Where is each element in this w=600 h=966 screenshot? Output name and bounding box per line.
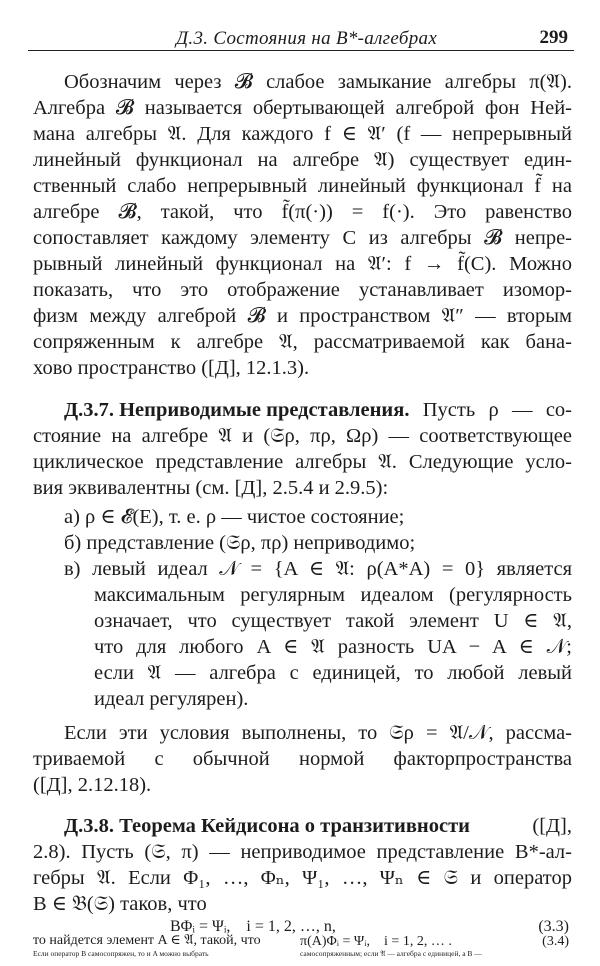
condition-c-line-2: максимальным регулярным идеалом (регулярность <box>94 584 572 606</box>
equation-3-3: BΦᵢ = Ψᵢ, i = 1, 2, …, n, <box>170 918 336 935</box>
sec38-line-2: 2.8). Пусть (𝔖, π) — неприводимое представление B*-ал- <box>33 841 572 863</box>
last-line-2: самосопряженным; если 𝔄 — алгебра с единицей, а B — <box>300 949 482 958</box>
running-title: Д.3. Состояния на B*-алгебрах <box>176 28 438 49</box>
sec37-line-3: циклическое представление алгебры 𝔄. Следующие усло- <box>33 451 572 473</box>
sec37-line-4: вия эквивалентны (см. [Д], 2.5.4 и 2.9.5): <box>33 477 389 499</box>
para1-line-6: алгебре 𝓑, такой, что f̃(π(·)) = f(·). Это равенство <box>33 201 572 223</box>
para1-line-1: Обозначим через 𝓑 слабое замыкание алгебры π(𝔄). <box>64 71 572 93</box>
para1-line-11: сопряженным к алгебре 𝔄, рассматриваемой как бана- <box>33 331 572 353</box>
condition-c-line-4: что для любого A ∈ 𝔄 разность UA − A ∈ 𝒩; <box>94 636 572 658</box>
para1-line-4: линейный функционал на алгебре 𝔄) существует един- <box>33 149 572 171</box>
condition-c: в) левый идеал 𝒩 = {A ∈ 𝔄: ρ(A*A) = 0} является <box>64 558 572 580</box>
sec37-line-2: стояние на алгебре 𝔄 и (𝔖ρ, πρ, Ωρ) — соответствующее <box>33 425 572 447</box>
last-line-1: Если оператор B самосопряжен, то и A можно выбрать <box>33 949 209 958</box>
sec37-heading: Д.3.7. Неприводимые представления. <box>64 399 410 421</box>
sec37-heading-tail: Пусть ρ — со- <box>409 399 572 421</box>
para1-line-8: рывный линейный функционал на 𝔄′: f → f̃(C). Можно <box>33 253 572 275</box>
sec37-first-line <box>64 400 572 421</box>
equation-3-4: π(A)Φᵢ = Ψᵢ, i = 1, 2, … . <box>300 934 452 949</box>
sec38-first-line <box>64 816 572 837</box>
running-header <box>28 20 574 51</box>
para1-line-9: показать, что это отображение устанавливает изомор- <box>33 279 572 301</box>
condition-c-line-3: означает, что существует такой элемент U ∈ 𝔄, <box>94 610 572 632</box>
equation-3-4-number: (3.4) <box>542 934 569 949</box>
sec38-line-4: B ∈ 𝔅(𝔖) таков, что <box>33 893 207 915</box>
sec38-heading: Д.3.8. Теорема Кейдисона о транзитивности <box>64 815 470 837</box>
condition-a: а) ρ ∈ 𝓔(E), т. е. ρ — чистое состояние; <box>64 506 405 528</box>
sec37-after-line-1: Если эти условия выполнены, то 𝔖ρ = 𝔄/𝒩, рассма- <box>64 722 572 744</box>
para1-line-10: физм между алгеброй 𝓑 и пространством 𝔄″ — вторым <box>33 305 572 327</box>
para1-line-2: Алгебра 𝓑 называется обертывающей алгеброй фон Ней- <box>33 97 572 119</box>
equation-3-3-number: (3.3) <box>538 918 569 935</box>
condition-c-line-5: если 𝔄 — алгебра с единицей, то любой левый <box>94 662 572 684</box>
sec37-after-line-2: триваемой с обычной нормой факторпространства <box>33 748 572 770</box>
para1-line-3: мана алгебры 𝔄. Для каждого f ∈ 𝔄′ (f — непрерывный <box>33 123 572 145</box>
sec37-after-line-3: ([Д], 2.12.18). <box>33 774 152 796</box>
condition-b: б) представление (𝔖ρ, πρ) неприводимо; <box>64 532 416 554</box>
para1-line-12: хово пространство ([Д], 12.1.3). <box>33 357 310 379</box>
sec38-heading-tail: ([Д], <box>527 815 572 837</box>
sec38-line-3: гебры 𝔄. Если Φ₁, …, Φₙ, Ψ₁, …, Ψₙ ∈ 𝔖 и оператор <box>33 867 572 889</box>
page-number: 299 <box>539 27 568 48</box>
condition-c-line-6: идеал регулярен). <box>94 688 249 710</box>
para1-line-7: сопоставляет каждому элементу C из алгебры 𝓑 непре- <box>33 227 572 249</box>
sec38-mid-line: то найдется элемент A ∈ 𝔄, такой, что <box>33 933 261 948</box>
para1-line-5: ственный слабо непрерывный линейный функционал f̃ на <box>33 175 572 197</box>
